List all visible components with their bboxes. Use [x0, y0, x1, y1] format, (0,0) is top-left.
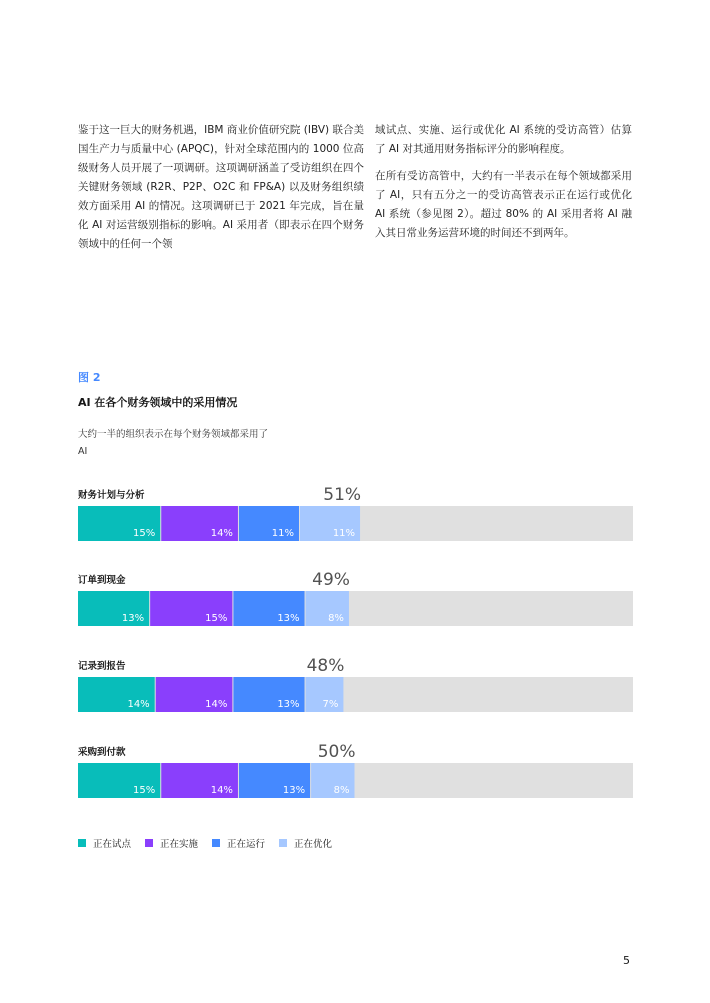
chart-legend — [78, 836, 332, 850]
legend-swatch — [279, 839, 287, 847]
figure-subtitle: 大约一半的组织表示在每个财务领域都采用了 AI — [78, 429, 269, 457]
legend-swatch — [145, 839, 153, 847]
segment-label: 11% — [332, 528, 356, 539]
segment-label: 14% — [127, 699, 150, 710]
total-label: 51% — [323, 485, 362, 505]
segment-label: 8% — [333, 785, 350, 796]
legend-label: 正在运行 — [227, 839, 266, 850]
legend-label: 正在实施 — [160, 839, 199, 850]
segment-label: 15% — [133, 785, 156, 796]
category-label: 财务计划与分析 — [78, 490, 145, 501]
total-label: 50% — [317, 742, 356, 762]
segment-label: 7% — [322, 699, 339, 710]
category-label: 记录到报告 — [78, 661, 126, 672]
segment-label: 15% — [133, 528, 156, 539]
segment-label: 15% — [205, 613, 228, 624]
segment-label: 13% — [277, 613, 300, 624]
category-label: 订单到现金 — [78, 575, 126, 586]
segment-label: 14% — [210, 785, 233, 796]
category-label: 采购到付款 — [78, 747, 126, 758]
legend-label: 正在优化 — [294, 839, 333, 850]
segment-label: 13% — [121, 613, 145, 624]
legend-swatch — [78, 839, 86, 847]
body-paragraph: 域试点、实施、运行或优化 AI 系统的受访高管）估算了 AI 对其通用财务指标评分的影响程度。 — [375, 124, 632, 155]
legend-label: 正在试点 — [93, 839, 132, 850]
segment-label: 8% — [328, 613, 344, 624]
legend-item — [212, 836, 265, 850]
legend-item — [145, 836, 198, 850]
total-label: 48% — [306, 656, 345, 676]
segment-label: 14% — [205, 699, 228, 710]
figure-title: AI 在各个财务领域中的采用情况 — [78, 396, 238, 409]
total-label: 49% — [312, 570, 350, 590]
page-number: 5 — [623, 954, 630, 967]
segment-label: 13% — [282, 785, 306, 796]
figure-label: 图 2 — [78, 371, 101, 384]
segment-label: 11% — [271, 528, 294, 539]
legend-swatch — [212, 839, 220, 847]
body-paragraph: 鉴于这一巨大的财务机遇，IBM 商业价值研究院 (IBV) 联合美国生产力与质量中心 (APQC)，针对全球范围内的 1000 位高级财务人员开展了一项调研。这项调研涵盖了受访组织在四个关键财务领域 (R2R、P2P、O2C 和 FP&A) 以及财务组织绩效方面采用 AI 的情况。这项调研已于 2021 年完成，旨在量化 AI 对运营级别指标的影响。AI 采用者（即表示在四个财务领域中的任何一个领 — [78, 124, 364, 250]
segment-label: 14% — [210, 528, 233, 539]
legend-item — [78, 836, 131, 850]
segment-label: 13% — [277, 699, 300, 710]
legend-item — [279, 836, 332, 850]
body-paragraph: 在所有受访高管中，大约有一半表示在每个领域都采用了 AI，只有五分之一的受访高管表示正在运行或优化 AI 系统（参见图 2）。超过 80% 的 AI 采用者将 AI 融入其日常业务运营环境的时间还不到两年。 — [375, 170, 632, 239]
